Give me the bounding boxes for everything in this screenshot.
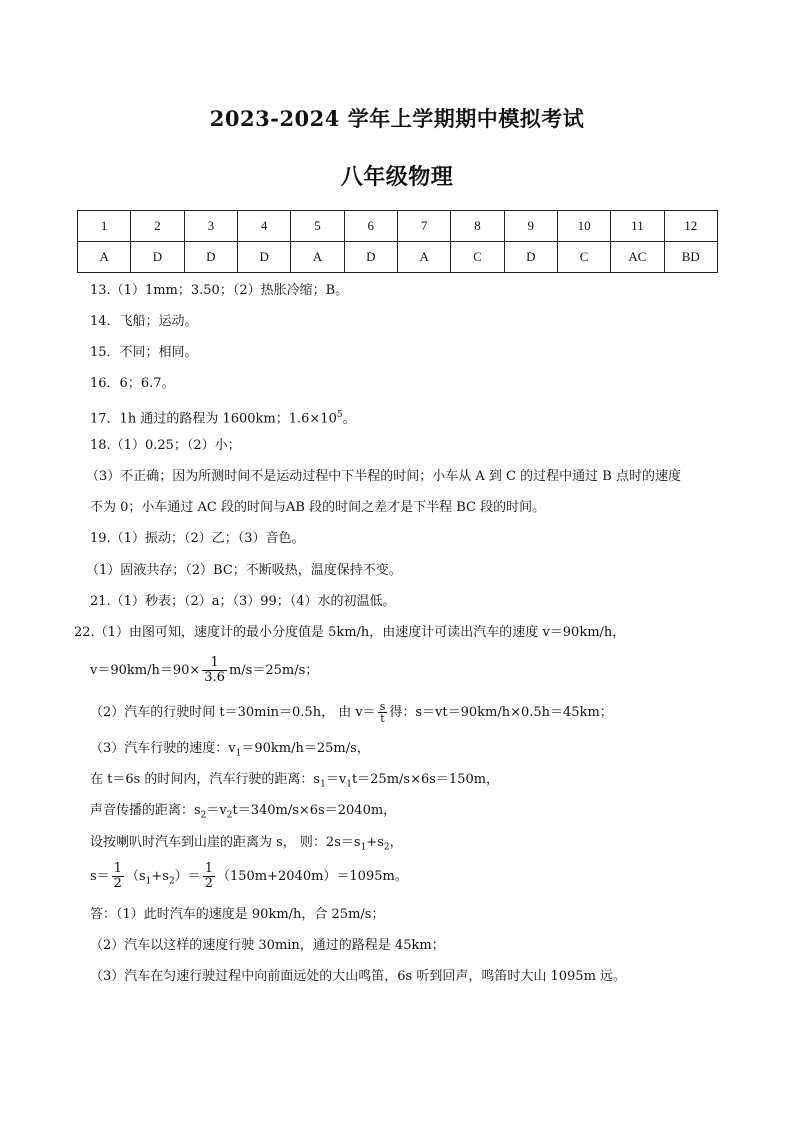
question-number-row [78, 211, 718, 242]
car-distance-line [90, 771, 499, 794]
distance-line [90, 701, 613, 724]
answer-line-17 [90, 406, 356, 428]
speed-conversion-result: m/s＝25m/s； [228, 663, 319, 678]
subscript: 1 [145, 876, 152, 887]
subscript: 2 [226, 810, 233, 821]
sound-distance-text: 声音传播的距离：s [90, 803, 201, 818]
answer-line-20: （1）固液共存；（2）BC；不断吸热，温度保持不变。 [86, 563, 402, 578]
final-answer-2: （2）汽车以这样的速度行驶 30min，通过的路程是 45km； [90, 938, 445, 953]
cliff-setup-plus: +s [366, 835, 384, 850]
result-plus: +s [151, 869, 169, 884]
result-value: （150m+2040m）＝1095m。 [216, 869, 408, 884]
fraction-denominator: 2 [204, 876, 213, 891]
result-eq: ）＝ [174, 869, 201, 884]
answer-cell: BD [664, 242, 717, 273]
fraction-s-over-t [378, 701, 388, 724]
answer-line-21: 21.（1）秒表；（2）a；（3）99；（4）水的初温低。 [90, 594, 396, 609]
question-number-cell: 7 [397, 211, 450, 242]
sound-distance-line [90, 802, 396, 825]
answer-line-17-end: 。 [342, 411, 356, 427]
car-speed-line [90, 740, 370, 763]
answer-cell: A [78, 242, 131, 273]
answer-line-22-part1: 22.（1）由图可知，速度计的最小分度值是 5km/h，由速度计可读出汽车的速度 v＝90km/h， [74, 625, 626, 640]
distance-result: 得：s＝vt＝90km/h×0.5h＝45km； [389, 705, 613, 720]
result-paren: （s [125, 869, 146, 884]
fraction-one-half [112, 862, 124, 891]
fraction-one-half [203, 862, 215, 891]
subscript: 1 [346, 779, 352, 790]
answer-cell: A [291, 242, 344, 273]
question-number-cell: 9 [504, 211, 557, 242]
answer-line-19: 19.（1）振动；（2）乙；（3）音色。 [90, 531, 305, 546]
sound-distance-eq: ＝v [206, 803, 227, 818]
subscript: 2 [200, 810, 207, 821]
sound-distance-value: t＝340m/s×6s＝2040m， [232, 803, 397, 818]
question-number-cell: 8 [451, 211, 504, 242]
question-number-cell: 10 [557, 211, 610, 242]
answer-line-18-continued: 不为 0；小车通过 AC 段的时间与AB 段的时间之差才是下半程 BC 段的时间。 [90, 500, 546, 515]
cliff-distance-result-line [90, 862, 408, 891]
answer-line-15: 15．不同；相同。 [90, 345, 198, 360]
subscript: 1 [320, 779, 326, 790]
question-number-cell: 5 [291, 211, 344, 242]
speed-conversion-text: v＝90km/h＝90× [90, 663, 201, 678]
answer-cell: D [237, 242, 290, 273]
result-text: s＝ [90, 869, 110, 884]
subscript: 1 [235, 748, 242, 759]
cliff-setup-end: ， [389, 835, 403, 850]
question-number-cell: 4 [237, 211, 290, 242]
question-number-cell: 11 [611, 211, 664, 242]
answer-cell: A [397, 242, 450, 273]
question-number-cell: 6 [344, 211, 397, 242]
answer-cell: AC [611, 242, 664, 273]
fraction-denominator: 3.6 [204, 670, 225, 685]
answer-line-14: 14．飞船；运动。 [90, 314, 198, 329]
answer-line-16: 16．6；6.7。 [90, 376, 175, 391]
question-number-cell: 2 [131, 211, 184, 242]
speed-conversion-line [90, 656, 318, 685]
answer-line-13: 13.（1）1mm；3.50；（2）热胀冷缩；B。 [90, 283, 349, 298]
cliff-setup-text: 设按喇叭时汽车到山崖的距离为 s， 则：2s＝s [90, 835, 361, 850]
exam-title: 2023-2024 学年上学期期中模拟考试 [209, 106, 585, 131]
subscript: 2 [168, 876, 175, 887]
fraction-numerator: 1 [204, 861, 213, 876]
fraction-denominator: 2 [113, 876, 122, 891]
final-answer-1: 答：（1）此时汽车的速度是 90km/h，合 25m/s； [90, 907, 385, 922]
fraction-numerator: 1 [113, 861, 122, 876]
answer-cell: C [557, 242, 610, 273]
answer-cell: D [504, 242, 557, 273]
question-number-cell: 1 [78, 211, 131, 242]
car-speed-value: ＝90km/h＝25m/s， [241, 741, 370, 756]
exam-subtitle: 八年级物理 [340, 164, 454, 190]
answer-cell: C [451, 242, 504, 273]
car-distance-text: 在 t＝6s 的时间内，汽车行驶的距离：s [90, 772, 321, 787]
answer-cell: D [344, 242, 397, 273]
distance-text: （2）汽车的行驶时间 t＝30min＝0.5h， 由 v＝ [90, 705, 376, 720]
car-distance-value: t＝25m/s×6s＝150m， [351, 772, 500, 787]
subscript: 2 [383, 842, 390, 853]
question-number-cell: 3 [184, 211, 237, 242]
fraction-denominator: t [380, 712, 385, 725]
final-answer-3: （3）汽车在匀速行驶过程中向前面远处的大山鸣笛，6s 听到回声，鸣笛时大山 1095m 远。 [90, 969, 627, 984]
fraction-one-over-3-6 [202, 656, 227, 685]
answer-cell: D [131, 242, 184, 273]
subscript: 1 [360, 842, 367, 853]
car-speed-text: （3）汽车行驶的速度：v [90, 741, 236, 756]
answer-line-18-part3: （3）不正确；因为所测时间不是运动过程中下半程的时间；小车从 A 到 C 的过程中通过 B 点时的速度 [86, 469, 681, 484]
answer-line-18-part1: 18.（1）0.25；（2）小； [90, 438, 241, 453]
cliff-distance-setup-line [90, 834, 403, 857]
fraction-numerator: 1 [202, 656, 227, 671]
answer-line-17-text: 17．1h 通过的路程为 1600km；1.6×10 [90, 411, 337, 427]
answer-row [78, 242, 718, 273]
answer-table [77, 210, 718, 273]
car-distance-eq: ＝v [325, 772, 347, 787]
fraction-numerator: s [379, 700, 386, 713]
exponent: 5 [336, 410, 343, 420]
answer-cell: D [184, 242, 237, 273]
question-number-cell: 12 [664, 211, 717, 242]
